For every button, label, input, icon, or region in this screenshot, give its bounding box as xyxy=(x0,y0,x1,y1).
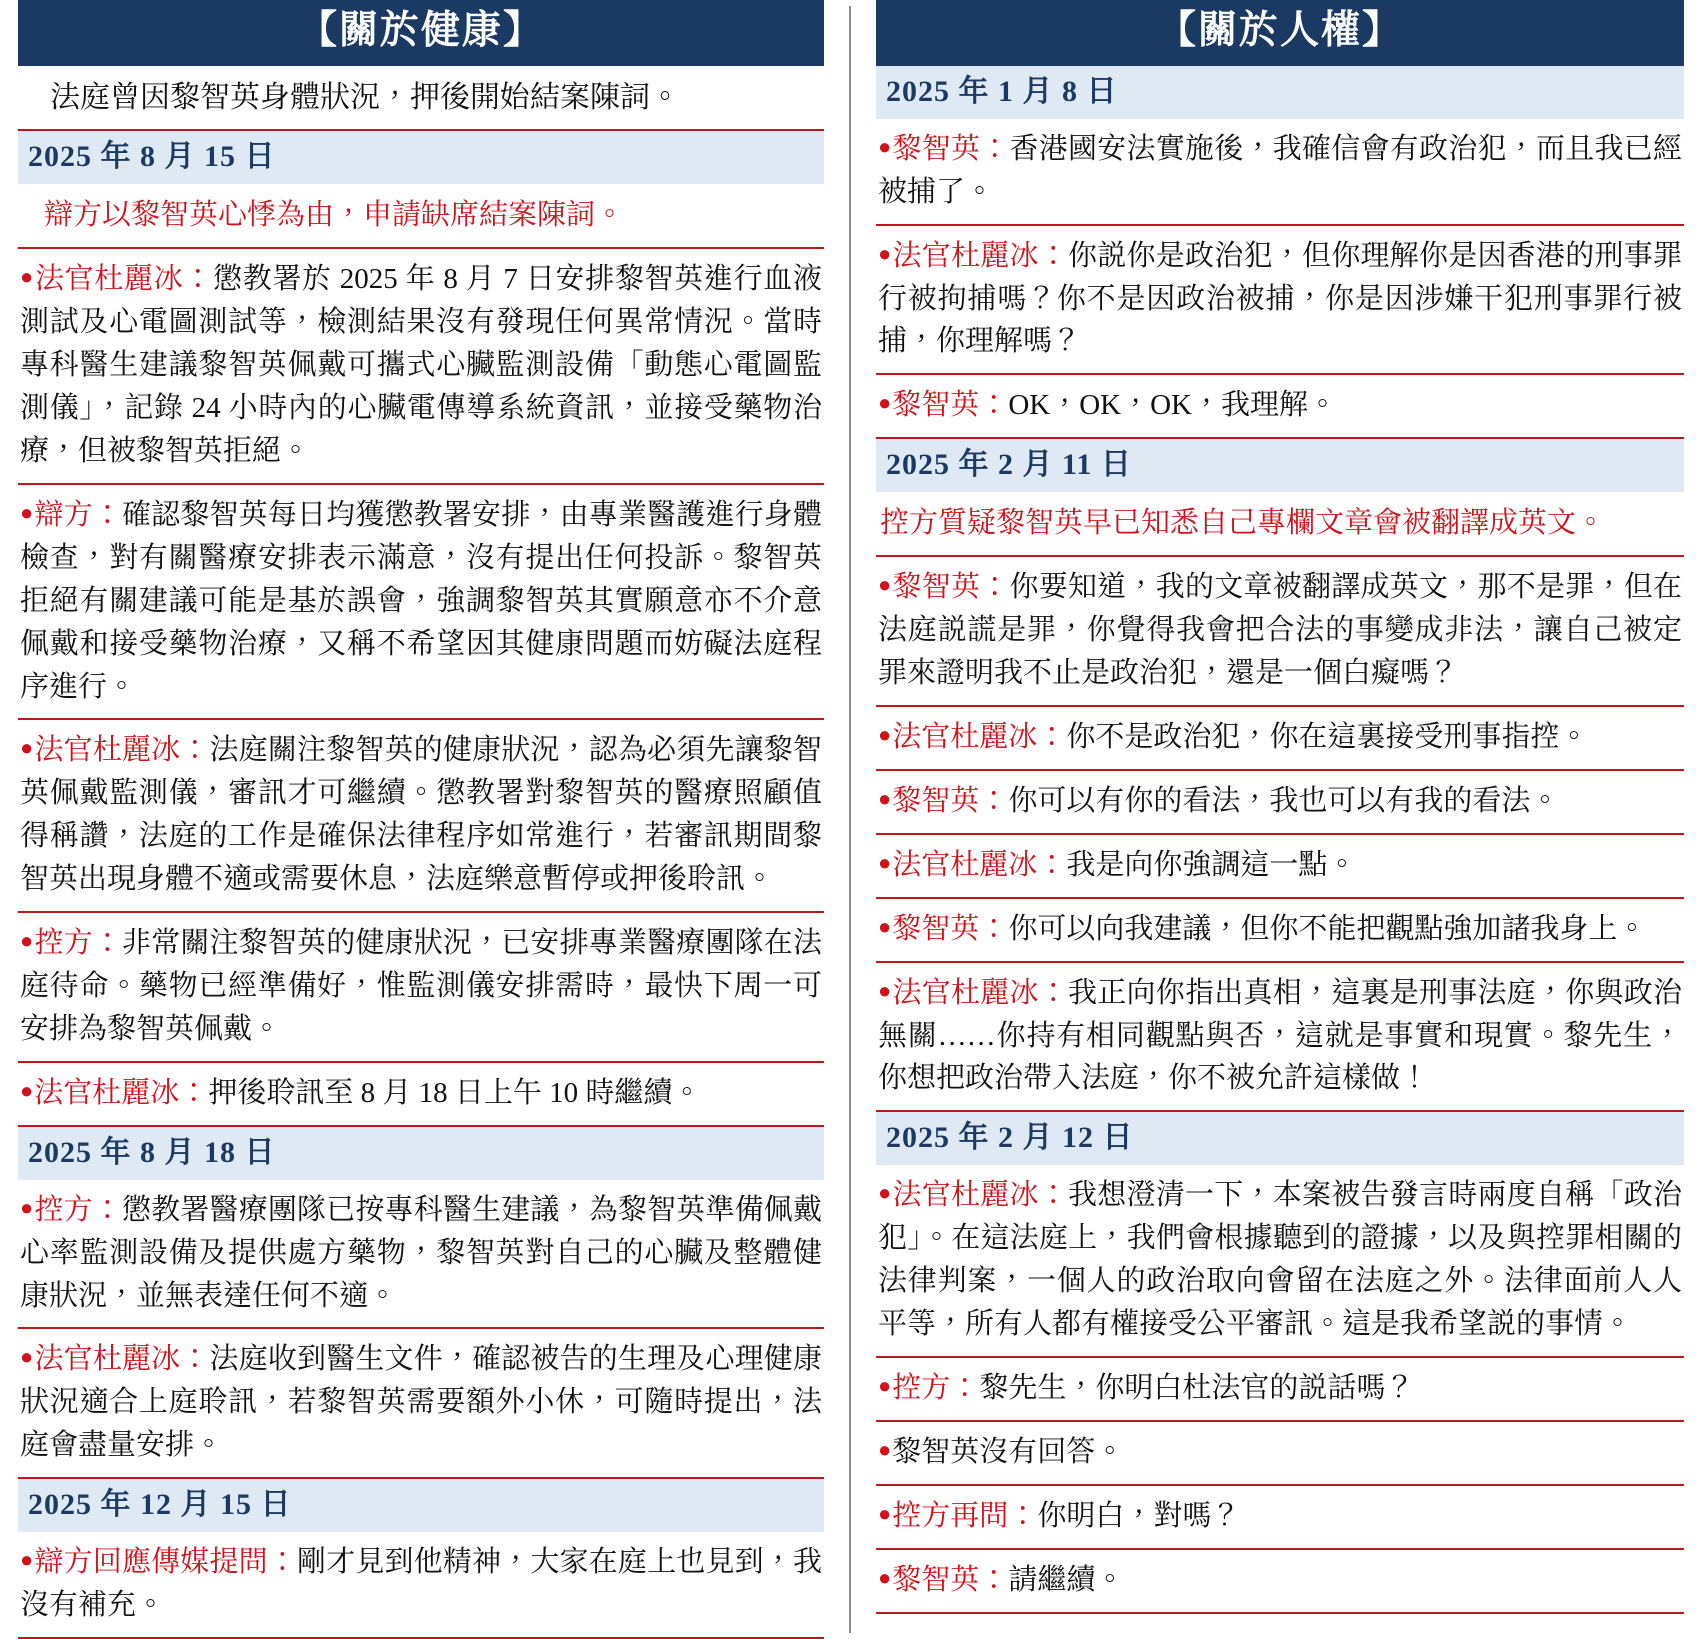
speaker-label: 控方： xyxy=(34,1193,122,1226)
quote-text: 你説你是政治犯，但你理解你是因香港的刑事罪行被拘捕嗎？你不是因政治被捕，你是因涉嫌干犯刑事罪行被捕，你理解嗎？ xyxy=(878,239,1682,358)
quote-entry xyxy=(876,1358,1684,1422)
speaker-label: 黎智英： xyxy=(892,784,1009,817)
bullet-icon: ● xyxy=(20,1194,34,1220)
date-heading: 2025 年 1 月 8 日 xyxy=(876,66,1684,119)
speaker-label: 辯方： xyxy=(34,498,122,531)
bullet-icon: ● xyxy=(878,1500,892,1526)
date-heading: 2025 年 2 月 11 日 xyxy=(876,439,1684,492)
quote-text: 黎智英沒有回答。 xyxy=(892,1435,1125,1468)
speaker-label: 黎智英： xyxy=(892,571,1010,604)
date-heading: 2025 年 8 月 15 日 xyxy=(18,131,824,184)
speaker-label: 法官杜麗冰： xyxy=(892,1179,1069,1212)
quote-entry xyxy=(876,707,1684,771)
bullet-icon: ● xyxy=(20,499,34,525)
quote-entry xyxy=(876,899,1684,963)
quote-entry xyxy=(876,1550,1684,1614)
quote-text: 懲教署於 2025 年 8 月 7 日安排黎智英進行血液測試及心電圖測試等，檢測結果沒有發現任何異常情況。當時專科醫生建議黎智英佩戴可攜式心臟監測設備「動態心電圖監測儀」，記錄 24 小時內的心臟電傳導系統資訊，並接受藥物治療，但被黎智英拒絕。 xyxy=(20,263,822,468)
date-heading: 2025 年 8 月 18 日 xyxy=(18,1127,824,1180)
quote-text: 請繼續。 xyxy=(1008,1563,1125,1596)
bullet-icon: ● xyxy=(878,1564,892,1590)
quote-text: 剛才見到他精神，大家在庭上也見到，我沒有補充。 xyxy=(20,1546,822,1622)
speaker-label: 法官杜麗冰： xyxy=(34,1076,209,1109)
quote-text: 押後聆訊至 8 月 18 日上午 10 時繼續。 xyxy=(208,1076,702,1109)
quote-text: 黎先生，你明白杜法官的説話嗎？ xyxy=(979,1372,1415,1405)
bullet-icon: ● xyxy=(878,977,892,1003)
bullet-icon: ● xyxy=(878,1436,892,1462)
quote-entry xyxy=(876,963,1684,1113)
summary-note: 辯方以黎智英心悸為由，申請缺席結案陳詞。 xyxy=(18,184,824,249)
date-heading: 2025 年 2 月 12 日 xyxy=(876,1112,1684,1165)
quote-text: 你要知道，我的文章被翻譯成英文，那不是罪，但在法庭説謊是罪，你覺得我會把合法的事變成非法，讓自己被定罪來證明我不止是政治犯，還是一個白癡嗎？ xyxy=(878,571,1682,690)
quote-text: OK，OK，OK，我理解。 xyxy=(1008,389,1337,422)
quote-text: 懲教署醫療團隊已按專科醫生建議，為黎智英準備佩戴心率監測設備及提供處方藥物，黎智英對自己的心臟及整體健康狀況，並無表達任何不適。 xyxy=(20,1193,822,1312)
speaker-label: 黎智英： xyxy=(892,912,1009,945)
quote-text: 法庭關注黎智英的健康狀況，認為必須先讓黎智英佩戴監測儀，審訊才可繼續。懲教署對黎智英的醫療照顧值得稱讚，法庭的工作是確保法律程序如常進行，若審訊期間黎智英出現身體不適或需要休息，法庭樂意暫停或押後聆訊。 xyxy=(20,734,822,896)
quote-text: 我想澄清一下，本案被告發言時兩度自稱「政治犯」。在這法庭上，我們會根據聽到的證據，以及與控罪相關的法律判案，一個人的政治取向會留在法庭之外。法律面前人人平等，所有人都有權接受公平審訊。這是我希望説的事情。 xyxy=(878,1179,1682,1341)
summary-note: 控方質疑黎智英早已知悉自己專欄文章會被翻譯成英文。 xyxy=(876,492,1684,557)
speaker-label: 控方： xyxy=(34,927,122,960)
quote-entry xyxy=(876,375,1684,439)
quote-entry xyxy=(18,1063,824,1127)
quote-text: 你不是政治犯，你在這裏接受刑事指控。 xyxy=(1066,721,1589,754)
quote-entry xyxy=(876,835,1684,899)
bullet-icon: ● xyxy=(878,572,892,598)
quote-entry xyxy=(18,720,824,913)
bullet-icon: ● xyxy=(878,849,892,875)
quote-text: 我是向你強調這一點。 xyxy=(1066,848,1357,881)
speaker-label: 黎智英： xyxy=(892,389,1009,422)
column-divider xyxy=(849,6,851,1633)
speaker-label: 黎智英： xyxy=(892,1563,1009,1596)
bullet-icon: ● xyxy=(878,1180,892,1206)
bullet-icon: ● xyxy=(878,390,892,416)
speaker-label: 黎智英： xyxy=(892,132,1010,165)
quote-text: 你可以向我建議，但你不能把觀點強加諸我身上。 xyxy=(1008,912,1647,945)
bullet-icon: ● xyxy=(20,1547,34,1573)
quote-entry xyxy=(876,1486,1684,1550)
quote-text: 確認黎智英每日均獲懲教署安排，由專業醫護進行身體檢查，對有關醫療安排表示滿意，沒有提出任何投訴。黎智英拒絕有關建議可能是基於誤會，強調黎智英其實願意亦不介意佩戴和接受藥物治療，又稱不希望因其健康問題而妨礙法庭程序進行。 xyxy=(20,498,822,703)
speaker-label: 辯方回應傳媒提問： xyxy=(34,1546,298,1579)
speaker-label: 法官杜麗冰： xyxy=(34,1343,210,1376)
speaker-label: 法官杜麗冰： xyxy=(34,263,214,296)
quote-entry xyxy=(18,485,824,721)
speaker-label: 控方： xyxy=(892,1372,980,1405)
bullet-icon: ● xyxy=(878,1373,892,1399)
quote-entry xyxy=(18,1532,824,1639)
quote-entry xyxy=(876,1422,1684,1486)
quote-text: 你可以有你的看法，我也可以有我的看法。 xyxy=(1008,784,1560,817)
bullet-icon: ● xyxy=(878,722,892,748)
quote-entry xyxy=(876,557,1684,707)
speaker-label: 法官杜麗冰： xyxy=(892,976,1069,1009)
quote-entry xyxy=(18,913,824,1063)
bullet-icon: ● xyxy=(878,913,892,939)
quote-entry xyxy=(876,226,1684,376)
bullet-icon: ● xyxy=(20,1077,34,1103)
bullet-icon: ● xyxy=(878,785,892,811)
date-heading: 2025 年 12 月 15 日 xyxy=(18,1479,824,1532)
quote-text: 香港國安法實施後，我確信會有政治犯，而且我已經被捕了。 xyxy=(878,132,1682,208)
column-health-blocks xyxy=(18,131,824,1639)
speaker-label: 法官杜麗冰： xyxy=(892,721,1067,754)
column-human-rights xyxy=(850,0,1700,1639)
bullet-icon: ● xyxy=(878,133,892,159)
bullet-icon: ● xyxy=(878,240,892,266)
bullet-icon: ● xyxy=(20,735,34,761)
quote-entry xyxy=(876,1165,1684,1358)
quote-entry xyxy=(876,119,1684,226)
bullet-icon: ● xyxy=(20,928,34,954)
bullet-icon: ● xyxy=(20,1344,34,1370)
column-health-lede: 法庭曾因黎智英身體狀況，押後開始結案陳詞。 xyxy=(18,66,824,132)
quote-text: 我正向你指出真相，這裏是刑事法庭，你與政治無關……你持有相同觀點與否，這就是事實和現實。黎先生，你想把政治帶入法庭，你不被允許這樣做！ xyxy=(878,976,1682,1095)
quote-entry xyxy=(18,1329,824,1479)
speaker-label: 法官杜麗冰： xyxy=(892,848,1067,881)
quote-text: 非常關注黎智英的健康狀況，已安排專業醫療團隊在法庭待命。藥物已經準備好，惟監測儀安排需時，最快下周一可安排為黎智英佩戴。 xyxy=(20,927,822,1045)
speaker-label: 控方再問： xyxy=(892,1499,1038,1532)
speaker-label: 法官杜麗冰： xyxy=(892,239,1069,272)
bullet-icon: ● xyxy=(20,264,34,290)
column-human-rights-title: 【關於人權】 xyxy=(876,0,1684,66)
column-human-rights-blocks xyxy=(876,66,1684,1614)
quote-entry xyxy=(18,249,824,485)
column-health-title: 【關於健康】 xyxy=(18,0,824,66)
quote-entry xyxy=(876,771,1684,835)
quote-entry xyxy=(18,1180,824,1330)
quote-text: 法庭收到醫生文件，確認被告的生理及心理健康狀況適合上庭聆訊，若黎智英需要額外小休，可隨時提出，法庭會盡量安排。 xyxy=(20,1343,822,1462)
quote-text: 你明白，對嗎？ xyxy=(1037,1499,1241,1532)
speaker-label: 法官杜麗冰： xyxy=(34,734,210,767)
